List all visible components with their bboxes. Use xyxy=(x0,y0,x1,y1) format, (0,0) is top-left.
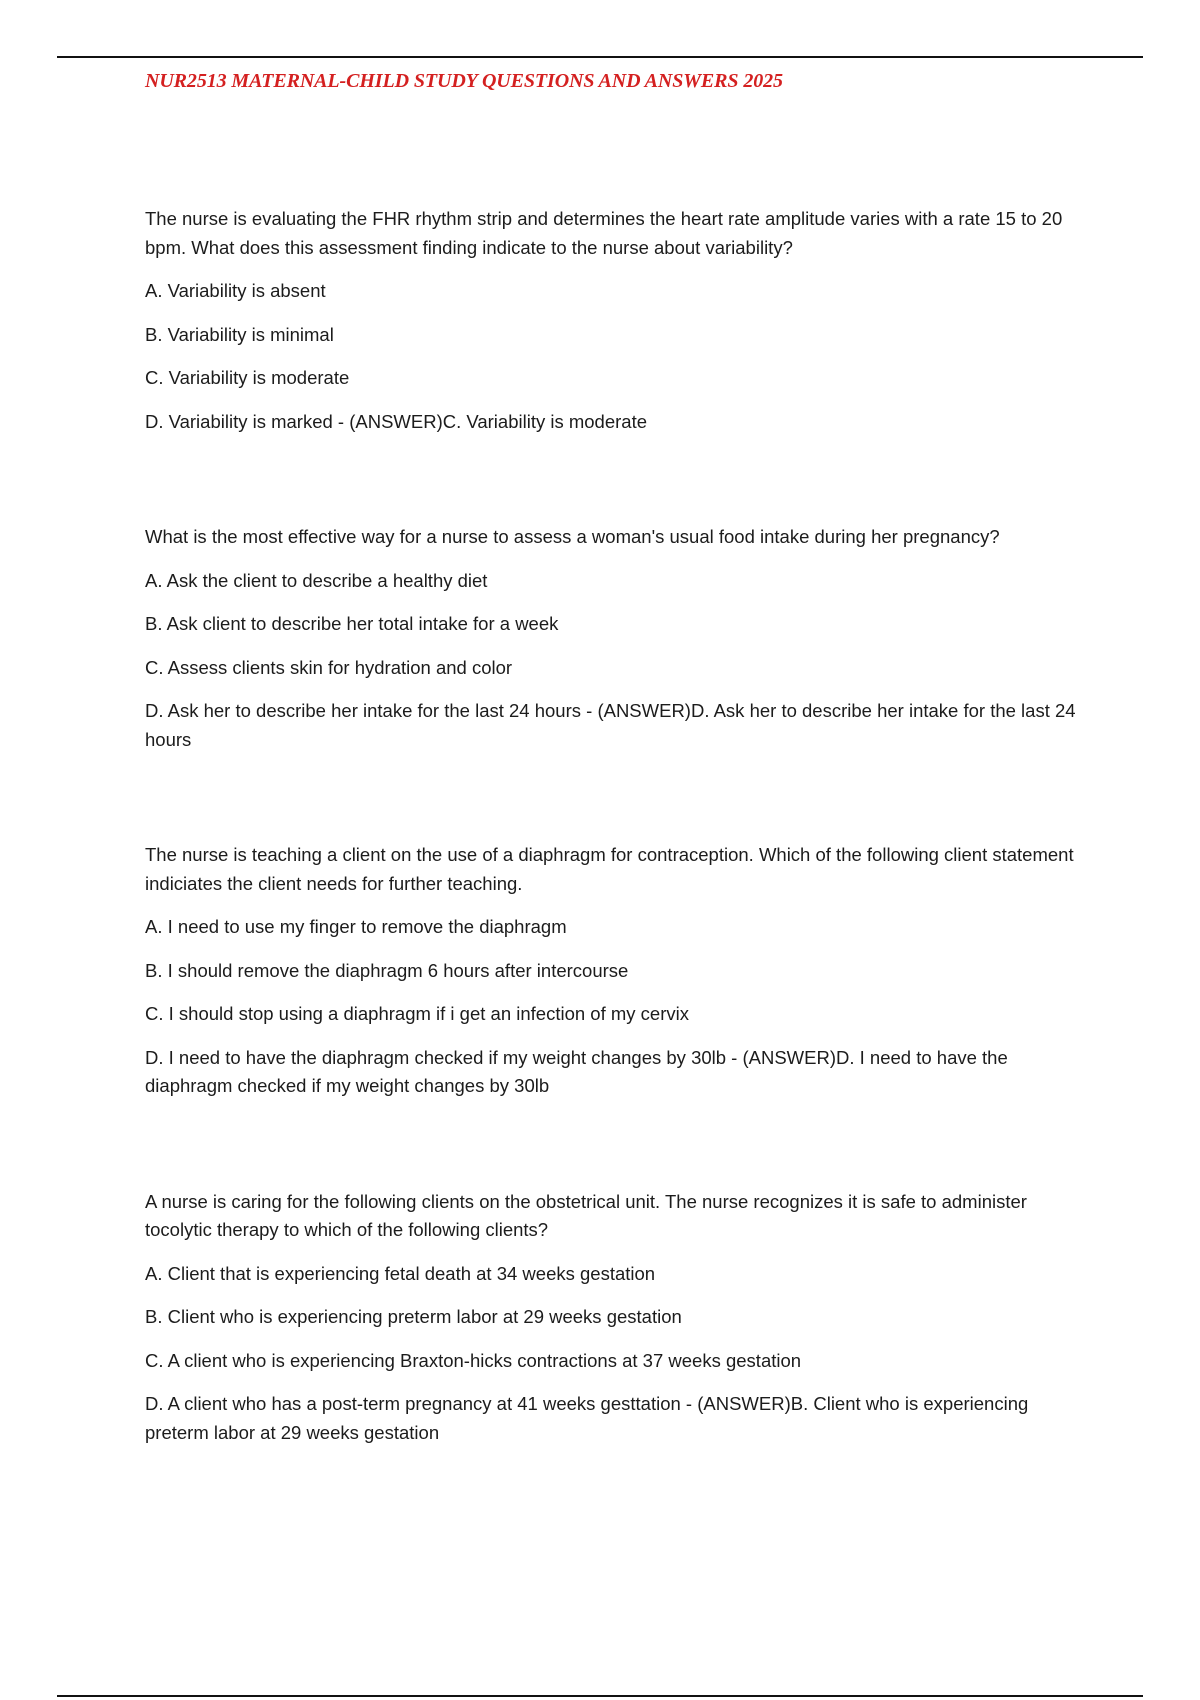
question-text: A nurse is caring for the following clients on the obstetrical unit. The nurse recognizes it is safe to administer tocolytic therapy to which of the following clients? xyxy=(145,1190,1027,1240)
footer-rule xyxy=(57,1695,1143,1697)
answer-option-c: C. Variability is moderate xyxy=(145,367,350,388)
question-4 xyxy=(145,1188,1090,1448)
answer-option-b: B. Ask client to describe her total intake for a week xyxy=(145,613,559,634)
answer-option-a: A. Ask the client to describe a healthy diet xyxy=(145,569,488,591)
question-1 xyxy=(145,205,1090,436)
question-2 xyxy=(145,523,1090,754)
answer-option-a: A. Client that is experiencing fetal death at 34 weeks gestation xyxy=(145,1262,656,1284)
answer-option-d: D. A client who has a post-term pregnancy at 41 weeks gesttation - (ANSWER)B. Client who is experiencing preterm labor at 29 weeks gestation xyxy=(145,1393,1029,1443)
answer-option-b: B. Variability is minimal xyxy=(145,323,334,345)
question-list xyxy=(145,205,1090,1534)
question-3 xyxy=(145,841,1090,1101)
answer-option-d: D. Variability is marked - (ANSWER)C. Variability is moderate xyxy=(145,410,648,432)
header-rule xyxy=(57,56,1143,58)
question-text: The nurse is teaching a client on the use of a diaphragm for contraception. Which of the following client statement indiciates the client needs for further teaching. xyxy=(145,844,1074,894)
answer-option-c: C. Assess clients skin for hydration and color xyxy=(145,656,513,678)
answer-option-d: D. I need to have the diaphragm checked if my weight changes by 30lb - (ANSWER)D. I need to have the diaphragm checked if my weight changes by 30lb xyxy=(145,1046,1008,1096)
answer-option-a: A. Variability is absent xyxy=(145,280,326,301)
answer-option-c: C. A client who is experiencing Braxton-hicks contractions at 37 weeks gestation xyxy=(145,1349,802,1371)
document-title: NUR2513 MATERNAL-CHILD STUDY QUESTIONS AND ANSWERS 2025 xyxy=(145,70,783,92)
answer-option-a: A. I need to use my finger to remove the diaphragm xyxy=(145,916,567,937)
answer-option-c: C. I should stop using a diaphragm if i get an infection of my cervix xyxy=(145,1003,689,1024)
answer-option-d: D. Ask her to describe her intake for the last 24 hours - (ANSWER)D. Ask her to describe her intake for the last 24 hours xyxy=(145,700,1076,750)
question-text: The nurse is evaluating the FHR rhythm strip and determines the heart rate amplitude varies with a rate 15 to 20 bpm. What does this assessment finding indicate to the nurse about variability? xyxy=(145,208,1063,258)
answer-option-b: B. Client who is experiencing preterm labor at 29 weeks gestation xyxy=(145,1306,682,1327)
answer-option-b: B. I should remove the diaphragm 6 hours after intercourse xyxy=(145,959,629,981)
question-text: What is the most effective way for a nurse to assess a woman's usual food intake during her pregnancy? xyxy=(145,526,1000,547)
